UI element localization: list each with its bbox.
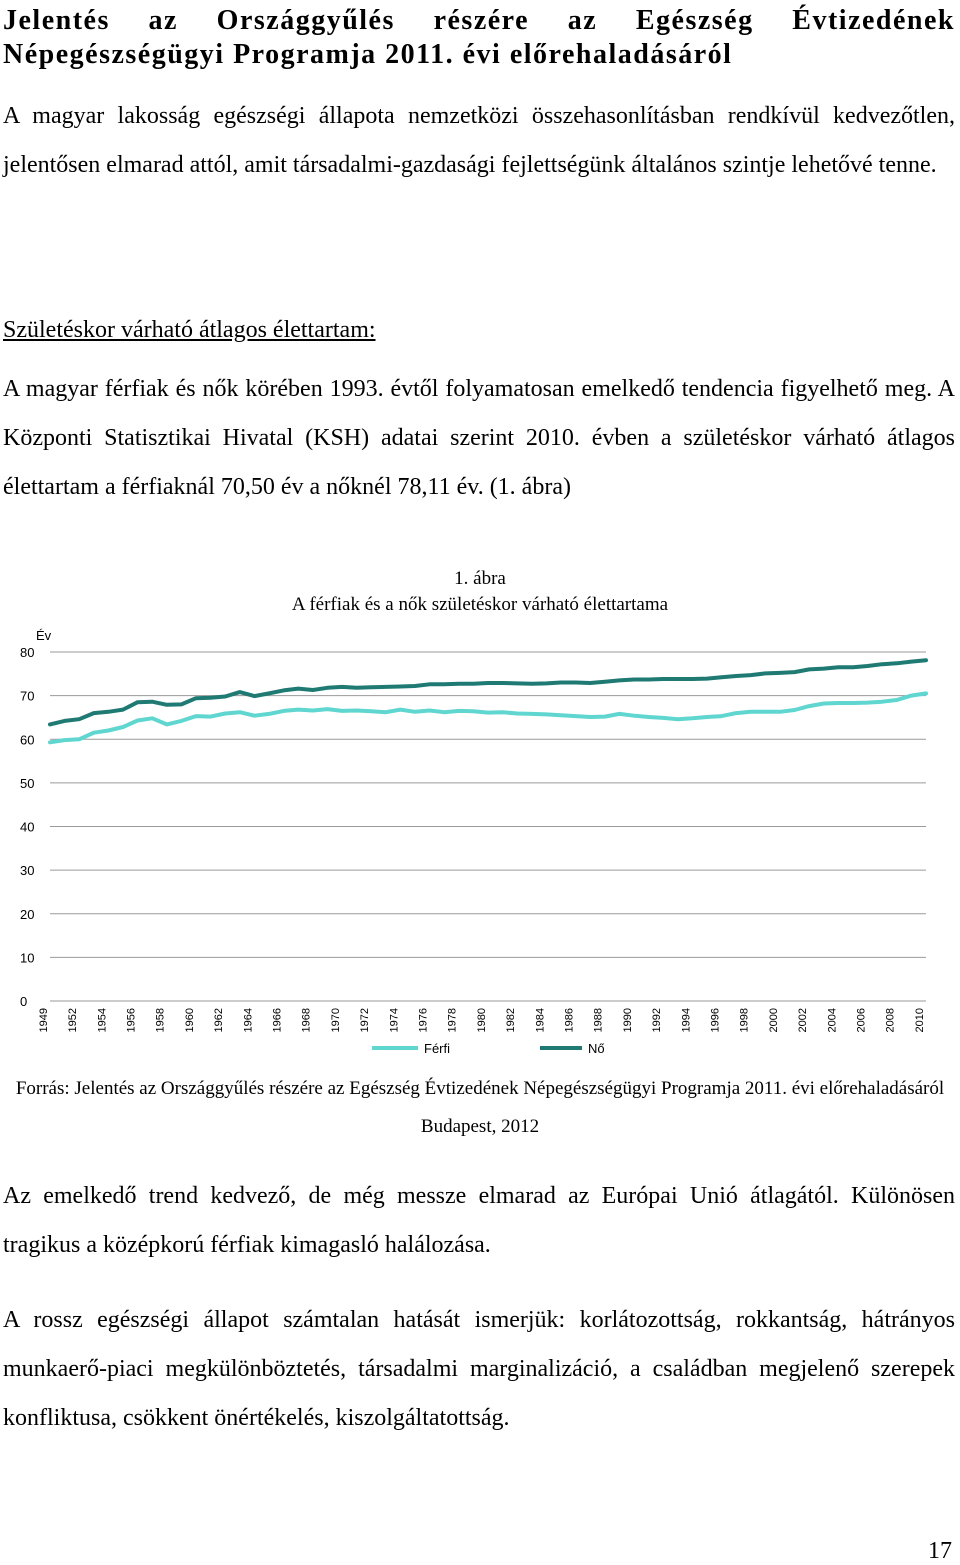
section-paragraph: A magyar férfiak és nők körében 1993. évtől folyamatosan emelkedő tendencia figyelhető meg. A Központi Statisztikai Hivatal (KSH) adatai szerint 2010. évben a születéskor várható átlagos élettartam a férfiaknál 70,50 év a nőknél 78,11 év. (1. ábra) xyxy=(3,376,955,500)
x-tick-1984: 1984 xyxy=(534,1008,547,1033)
x-tick-1994: 1994 xyxy=(680,1008,693,1033)
y-tick-70: 70 xyxy=(20,688,35,704)
x-tick-1996: 1996 xyxy=(709,1008,722,1033)
x-tick-2000: 2000 xyxy=(767,1008,780,1033)
life-expectancy-figure xyxy=(0,560,960,1060)
x-tick-1982: 1982 xyxy=(505,1008,518,1033)
figure-source: Forrás: Jelentés az Országgyűlés részére az Egészség Évtizedének Népegészségügyi Programja 2011. évi előrehaladásáról Budapest, 2012 xyxy=(15,1078,945,1137)
x-tick-1960: 1960 xyxy=(183,1008,196,1033)
y-tick-20: 20 xyxy=(20,906,35,922)
paragraph-effects: A rossz egészségi állapot számtalan hatását ismerjük: korlátozottság, rokkantság, hátrányos munkaerő-piaci megkülönböztetés, társadalmi marginalizáció, a családban megjelenő szerepek konfliktusa, csökkent önértékelés, kiszolgáltatottság. xyxy=(3,1307,955,1431)
x-tick-1980: 1980 xyxy=(475,1008,488,1033)
x-tick-1988: 1988 xyxy=(592,1008,605,1033)
section-heading: Születéskor várható átlagos élettartam: xyxy=(3,317,376,343)
x-tick-labels xyxy=(38,1008,926,1032)
figure-title: A férfiak és a nők születéskor várható élettartama xyxy=(291,594,669,615)
y-tick-40: 40 xyxy=(20,819,35,835)
y-axis-label: Év xyxy=(36,628,52,643)
y-tick-labels xyxy=(20,645,34,1009)
x-tick-1974: 1974 xyxy=(388,1008,401,1033)
figure-number: 1. ábra xyxy=(454,568,506,589)
y-tick-30: 30 xyxy=(20,863,35,879)
x-tick-1990: 1990 xyxy=(621,1008,634,1033)
x-tick-2004: 2004 xyxy=(826,1008,839,1033)
x-tick-2008: 2008 xyxy=(884,1008,897,1033)
x-tick-1964: 1964 xyxy=(242,1008,255,1033)
x-tick-1998: 1998 xyxy=(738,1008,751,1033)
x-tick-1954: 1954 xyxy=(96,1008,109,1033)
y-tick-10: 10 xyxy=(20,950,35,966)
x-tick-1966: 1966 xyxy=(271,1008,284,1033)
x-tick-1952: 1952 xyxy=(67,1008,80,1033)
intro-paragraph: A magyar lakosság egészségi állapota nemzetközi összehasonlításban rendkívül kedvezőtlen, jelentősen elmarad attól, amit társadalmi-gazdasági fejlettségünk általános szintje lehetővé tenne. xyxy=(3,103,955,178)
x-tick-2010: 2010 xyxy=(913,1008,926,1033)
y-tick-60: 60 xyxy=(20,732,35,748)
paragraph-trend: Az emelkedő trend kedvező, de még messze elmarad az Európai Unió átlagától. Különösen tragikus a középkorú férfiak kimagasló halálozása. xyxy=(3,1183,955,1258)
page-number: 17 xyxy=(928,1538,952,1564)
legend-label-Férfi: Férfi xyxy=(424,1041,450,1056)
y-tick-80: 80 xyxy=(20,645,35,660)
x-tick-1956: 1956 xyxy=(125,1008,138,1033)
x-tick-1978: 1978 xyxy=(446,1008,459,1033)
document-title: Jelentés az Országgyűlés részére az Egészség Évtizedének Népegészségügyi Programja 2011. évi előrehaladásáról xyxy=(3,5,955,70)
y-tick-50: 50 xyxy=(20,775,35,791)
series-lines xyxy=(50,660,926,742)
x-tick-1968: 1968 xyxy=(300,1008,313,1033)
y-tick-0: 0 xyxy=(20,994,28,1009)
x-tick-1992: 1992 xyxy=(651,1008,664,1033)
x-tick-1972: 1972 xyxy=(359,1008,372,1033)
x-tick-2002: 2002 xyxy=(797,1008,810,1033)
x-tick-1986: 1986 xyxy=(563,1008,576,1033)
series-line-Férfi xyxy=(50,693,926,742)
chart-legend xyxy=(372,1041,605,1056)
x-tick-1970: 1970 xyxy=(329,1008,342,1033)
x-tick-1949: 1949 xyxy=(37,1008,50,1033)
series-line-Nő xyxy=(50,660,926,724)
x-tick-1976: 1976 xyxy=(417,1008,430,1033)
x-tick-2006: 2006 xyxy=(855,1008,868,1033)
life-expectancy-chart xyxy=(0,560,960,1060)
x-tick-1958: 1958 xyxy=(154,1008,167,1033)
legend-label-Nő: Nő xyxy=(588,1041,605,1056)
x-tick-1962: 1962 xyxy=(213,1008,226,1033)
